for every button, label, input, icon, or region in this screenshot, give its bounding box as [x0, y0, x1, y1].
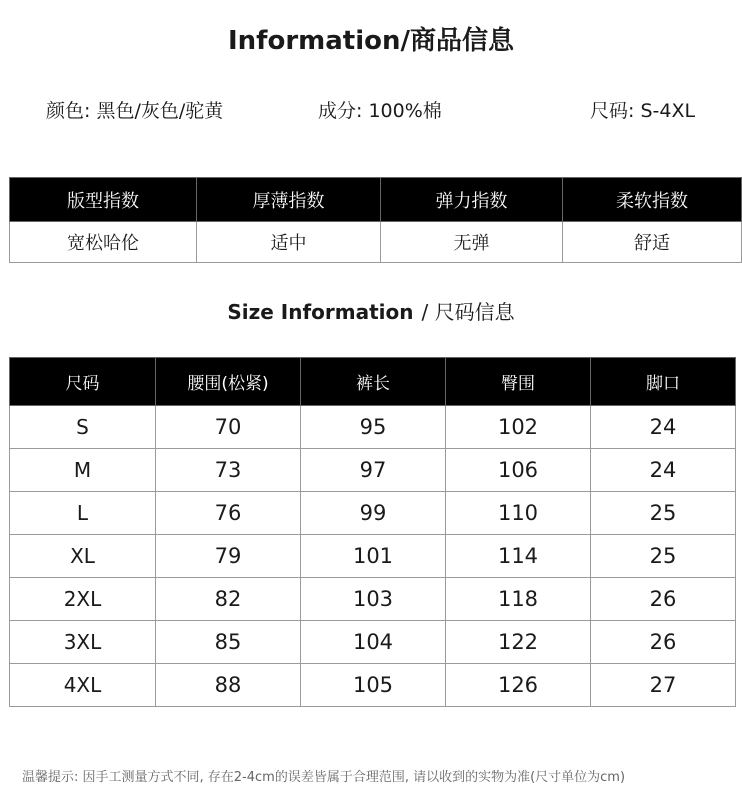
size-header-row — [10, 358, 736, 406]
material-value: 100%棉 — [368, 100, 442, 122]
hip-cell: 110 — [446, 492, 591, 535]
hip-cell: 122 — [446, 621, 591, 664]
size-note: 温馨提示: 因手工测量方式不同, 存在2-4cm的误差皆属于合理范围, 请以收到的实物为准(尺寸单位为cm) — [22, 770, 626, 785]
length-cell: 95 — [301, 406, 446, 449]
waist-cell: 73 — [156, 449, 301, 492]
thickness-index-header: 厚薄指数 — [197, 178, 381, 222]
hip-cell: 102 — [446, 406, 591, 449]
hem-cell: 26 — [591, 578, 736, 621]
length-col-header: 裤长 — [301, 358, 446, 406]
size-cell: XL — [10, 535, 156, 578]
fit-index-value-row — [10, 222, 742, 263]
fit-index-header: 版型指数 — [10, 178, 197, 222]
waist-cell: 82 — [156, 578, 301, 621]
size-col-header: 尺码 — [10, 358, 156, 406]
hem-cell: 25 — [591, 492, 736, 535]
waist-col-header: 腰围(松紧) — [156, 358, 301, 406]
waist-cell: 88 — [156, 664, 301, 707]
page-title: Information/商品信息 — [227, 26, 515, 56]
size-range-attribute — [590, 96, 695, 123]
waist-cell: 79 — [156, 535, 301, 578]
fit-index-table — [9, 177, 742, 263]
material-label: 成分: — [318, 100, 363, 122]
hip-cell: 114 — [446, 535, 591, 578]
material-attribute — [318, 96, 442, 123]
hip-cell: 126 — [446, 664, 591, 707]
table-row — [10, 449, 736, 492]
hem-cell: 27 — [591, 664, 736, 707]
table-row — [10, 664, 736, 707]
size-title-en: Size Information — [227, 300, 414, 324]
size-cell: S — [10, 406, 156, 449]
hem-col-header: 脚口 — [591, 358, 736, 406]
size-cell: L — [10, 492, 156, 535]
hem-cell: 25 — [591, 535, 736, 578]
table-row — [10, 406, 736, 449]
fit-index-value: 宽松哈伦 — [10, 222, 197, 263]
hem-cell: 24 — [591, 449, 736, 492]
size-range-label: 尺码: — [590, 100, 635, 122]
size-cell: M — [10, 449, 156, 492]
size-cell: 3XL — [10, 621, 156, 664]
color-value: 黑色/灰色/驼黄 — [96, 100, 224, 122]
size-cell: 2XL — [10, 578, 156, 621]
hip-cell: 106 — [446, 449, 591, 492]
elasticity-index-header: 弹力指数 — [381, 178, 563, 222]
elasticity-index-value: 无弹 — [381, 222, 563, 263]
table-row — [10, 492, 736, 535]
softness-index-header: 柔软指数 — [563, 178, 742, 222]
table-row — [10, 535, 736, 578]
waist-cell: 70 — [156, 406, 301, 449]
waist-cell: 85 — [156, 621, 301, 664]
size-title-cn: / 尺码信息 — [421, 300, 515, 324]
size-section-title — [0, 296, 742, 325]
size-cell: 4XL — [10, 664, 156, 707]
length-cell: 105 — [301, 664, 446, 707]
softness-index-value: 舒适 — [563, 222, 742, 263]
length-cell: 101 — [301, 535, 446, 578]
fit-index-header-row — [10, 178, 742, 222]
color-attribute — [46, 96, 223, 123]
size-chart-table — [9, 357, 736, 707]
waist-cell: 76 — [156, 492, 301, 535]
length-cell: 103 — [301, 578, 446, 621]
table-row — [10, 621, 736, 664]
color-label: 颜色: — [46, 100, 91, 122]
size-range-value: S-4XL — [640, 100, 696, 122]
length-cell: 97 — [301, 449, 446, 492]
thickness-index-value: 适中 — [197, 222, 381, 263]
length-cell: 99 — [301, 492, 446, 535]
hem-cell: 26 — [591, 621, 736, 664]
hip-cell: 118 — [446, 578, 591, 621]
hem-cell: 24 — [591, 406, 736, 449]
length-cell: 104 — [301, 621, 446, 664]
hip-col-header: 臀围 — [446, 358, 591, 406]
table-row — [10, 578, 736, 621]
